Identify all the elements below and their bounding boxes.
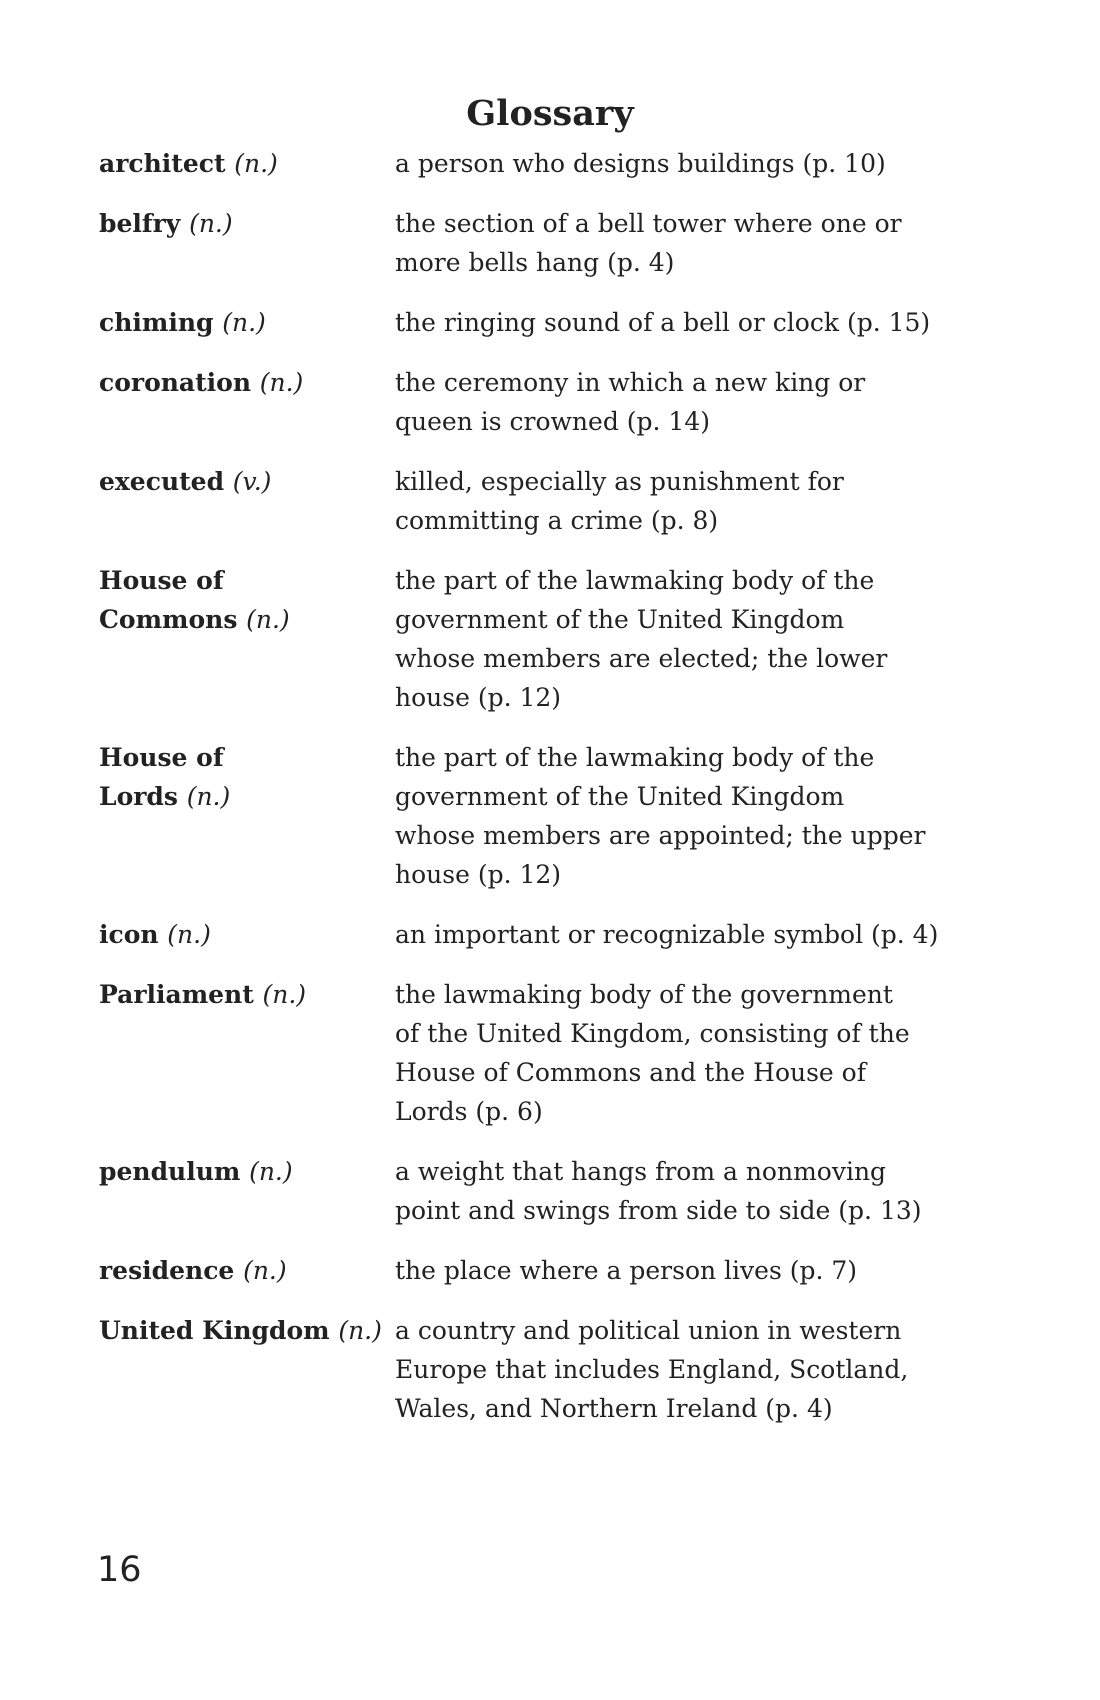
glossary-definition bbox=[395, 1311, 939, 1428]
definition-line: point and swings from side to side (p. 13) bbox=[395, 1196, 922, 1225]
glossary-definition bbox=[395, 303, 939, 342]
glossary-term bbox=[99, 738, 395, 816]
glossary-entry bbox=[99, 738, 939, 894]
term-word: coronation bbox=[99, 368, 252, 397]
glossary-entry bbox=[99, 975, 939, 1131]
glossary-list bbox=[99, 144, 939, 1449]
term-word: House of bbox=[99, 743, 224, 772]
term-word: Lords bbox=[99, 782, 178, 811]
glossary-term bbox=[99, 462, 395, 501]
definition-line: whose members are appointed; the upper bbox=[395, 821, 926, 850]
part-of-speech: (v.) bbox=[232, 467, 272, 496]
glossary-term bbox=[99, 1251, 395, 1290]
glossary-term bbox=[99, 363, 395, 402]
term-word: chiming bbox=[99, 308, 214, 337]
term-word: residence bbox=[99, 1256, 235, 1285]
part-of-speech: (n.) bbox=[259, 368, 304, 397]
term-word: House of bbox=[99, 566, 224, 595]
definition-line: the section of a bell tower where one or bbox=[395, 209, 902, 238]
glossary-entry bbox=[99, 1311, 939, 1428]
definition-line: an important or recognizable symbol (p. 4) bbox=[395, 920, 939, 949]
glossary-definition bbox=[395, 1251, 939, 1290]
term-word: belfry bbox=[99, 209, 181, 238]
glossary-term bbox=[99, 1152, 395, 1191]
term-word: Commons bbox=[99, 605, 238, 634]
glossary-definition bbox=[395, 561, 939, 717]
definition-line: more bells hang (p. 4) bbox=[395, 248, 675, 277]
definition-line: government of the United Kingdom bbox=[395, 782, 845, 811]
glossary-entry bbox=[99, 915, 939, 954]
definition-line: Europe that includes England, Scotland, bbox=[395, 1355, 909, 1384]
definition-line: house (p. 12) bbox=[395, 860, 562, 889]
part-of-speech: (n.) bbox=[186, 782, 231, 811]
glossary-term bbox=[99, 204, 395, 243]
definition-line: the part of the lawmaking body of the bbox=[395, 566, 875, 595]
glossary-entry bbox=[99, 561, 939, 717]
glossary-term bbox=[99, 561, 395, 639]
part-of-speech: (n.) bbox=[189, 209, 233, 238]
glossary-term bbox=[99, 915, 395, 954]
definition-line: a weight that hangs from a nonmoving bbox=[395, 1157, 887, 1186]
glossary-entry bbox=[99, 1152, 939, 1230]
definition-line: a person who designs buildings (p. 10) bbox=[395, 149, 886, 178]
glossary-definition bbox=[395, 204, 939, 282]
part-of-speech: (n.) bbox=[338, 1316, 382, 1345]
glossary-term bbox=[99, 975, 395, 1014]
glossary-definition bbox=[395, 363, 939, 441]
glossary-term bbox=[99, 303, 395, 342]
term-word: Parliament bbox=[99, 980, 254, 1009]
part-of-speech: (n.) bbox=[262, 980, 307, 1009]
definition-line: government of the United Kingdom bbox=[395, 605, 845, 634]
definition-line: house (p. 12) bbox=[395, 683, 562, 712]
glossary-entry bbox=[99, 1251, 939, 1290]
glossary-entry bbox=[99, 144, 939, 183]
term-word: icon bbox=[99, 920, 159, 949]
glossary-definition bbox=[395, 738, 939, 894]
part-of-speech: (n.) bbox=[246, 605, 290, 634]
page-number: 16 bbox=[97, 1550, 142, 1590]
definition-line: killed, especially as punishment for bbox=[395, 467, 844, 496]
term-word: United Kingdom bbox=[99, 1316, 330, 1345]
glossary-entry bbox=[99, 303, 939, 342]
glossary-entry bbox=[99, 204, 939, 282]
glossary-definition bbox=[395, 462, 939, 540]
definition-line: whose members are elected; the lower bbox=[395, 644, 888, 673]
part-of-speech: (n.) bbox=[243, 1256, 287, 1285]
definition-line: the place where a person lives (p. 7) bbox=[395, 1256, 858, 1285]
definition-line: of the United Kingdom, consisting of the bbox=[395, 1019, 910, 1048]
part-of-speech: (n.) bbox=[234, 149, 278, 178]
definition-line: committing a crime (p. 8) bbox=[395, 506, 719, 535]
glossary-definition bbox=[395, 975, 939, 1131]
definition-line: the part of the lawmaking body of the bbox=[395, 743, 875, 772]
glossary-entry bbox=[99, 363, 939, 441]
definition-line: the ceremony in which a new king or bbox=[395, 368, 866, 397]
definition-line: Wales, and Northern Ireland (p. 4) bbox=[395, 1394, 833, 1423]
glossary-definition bbox=[395, 915, 939, 954]
glossary-term bbox=[99, 1311, 395, 1350]
definition-line: the ringing sound of a bell or clock (p. 15) bbox=[395, 308, 931, 337]
definition-line: Lords (p. 6) bbox=[395, 1097, 543, 1126]
definition-line: the lawmaking body of the government bbox=[395, 980, 893, 1009]
term-word: architect bbox=[99, 149, 226, 178]
glossary-definition bbox=[395, 144, 939, 183]
term-word: pendulum bbox=[99, 1157, 241, 1186]
glossary-entry bbox=[99, 462, 939, 540]
term-word: executed bbox=[99, 467, 225, 496]
part-of-speech: (n.) bbox=[167, 920, 211, 949]
definition-line: House of Commons and the House of bbox=[395, 1058, 866, 1087]
glossary-heading: Glossary bbox=[466, 93, 634, 134]
glossary-definition bbox=[395, 1152, 939, 1230]
definition-line: queen is crowned (p. 14) bbox=[395, 407, 710, 436]
page-title bbox=[0, 92, 1100, 136]
part-of-speech: (n.) bbox=[222, 308, 266, 337]
glossary-term bbox=[99, 144, 395, 183]
part-of-speech: (n.) bbox=[249, 1157, 293, 1186]
definition-line: a country and political union in western bbox=[395, 1316, 902, 1345]
